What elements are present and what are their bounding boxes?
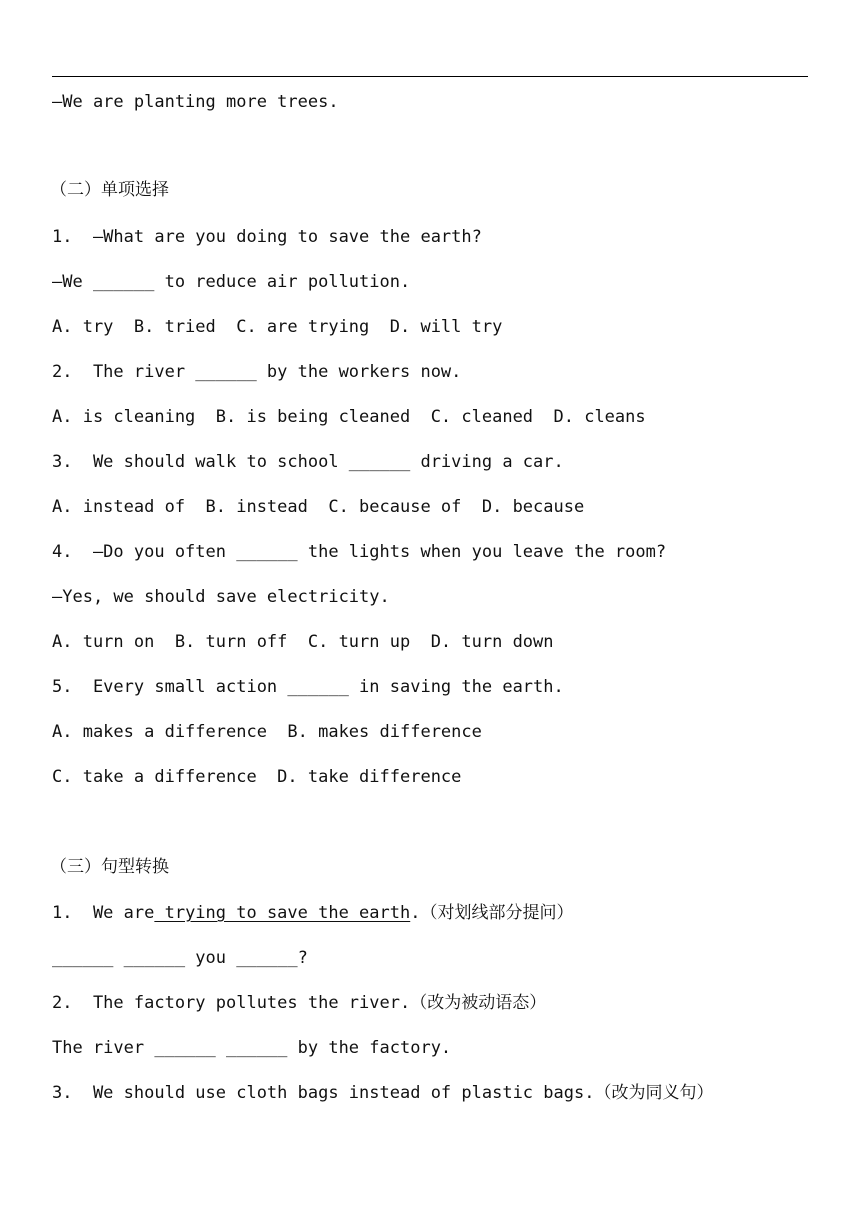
section-3-heading: （三）句型转换 — [50, 857, 169, 877]
header-rule — [52, 76, 808, 77]
s3-question-2-answer: The river ______ ______ by the factory. — [52, 1038, 452, 1058]
s2-question-1: 1. —What are you doing to save the earth? — [52, 227, 482, 247]
s2-question-3-options: A. instead of B. instead C. because of D. because — [52, 497, 585, 517]
s2-question-4: 4. —Do you often ______ the lights when you leave the room? — [52, 542, 667, 562]
s2-question-5-options-ab: A. makes a difference B. makes difference — [52, 722, 482, 742]
s3-question-3: 3. We should use cloth bags instead of plastic bags.（改为同义句） — [52, 1083, 714, 1103]
s3-question-1-suffix: .（对划线部分提问） — [410, 903, 574, 923]
s2-question-5: 5. Every small action ______ in saving the earth. — [52, 677, 564, 697]
s2-question-2-options: A. is cleaning B. is being cleaned C. cleaned D. cleans — [52, 407, 646, 427]
top-answer-line: —We are planting more trees. — [52, 92, 339, 112]
s2-question-4-options: A. turn on B. turn off C. turn up D. turn down — [52, 632, 554, 652]
s3-question-1-prefix: 1. We are — [52, 903, 155, 923]
s2-question-3: 3. We should walk to school ______ driving a car. — [52, 452, 564, 472]
s2-question-4-reply: —Yes, we should save electricity. — [52, 587, 390, 607]
s2-question-1-reply: —We ______ to reduce air pollution. — [52, 272, 411, 292]
s2-question-5-options-cd: C. take a difference D. take difference — [52, 767, 462, 787]
s3-question-1-underlined: trying to save the earth — [154, 903, 411, 923]
s3-question-2: 2. The factory pollutes the river.（改为被动语态） — [52, 993, 547, 1013]
s2-question-2: 2. The river ______ by the workers now. — [52, 362, 462, 382]
section-2-heading: （二）单项选择 — [50, 180, 169, 200]
s3-question-1-answer: ______ ______ you ______? — [52, 948, 308, 968]
s2-question-1-options: A. try B. tried C. are trying D. will try — [52, 317, 503, 337]
s3-question-1 — [52, 901, 573, 925]
